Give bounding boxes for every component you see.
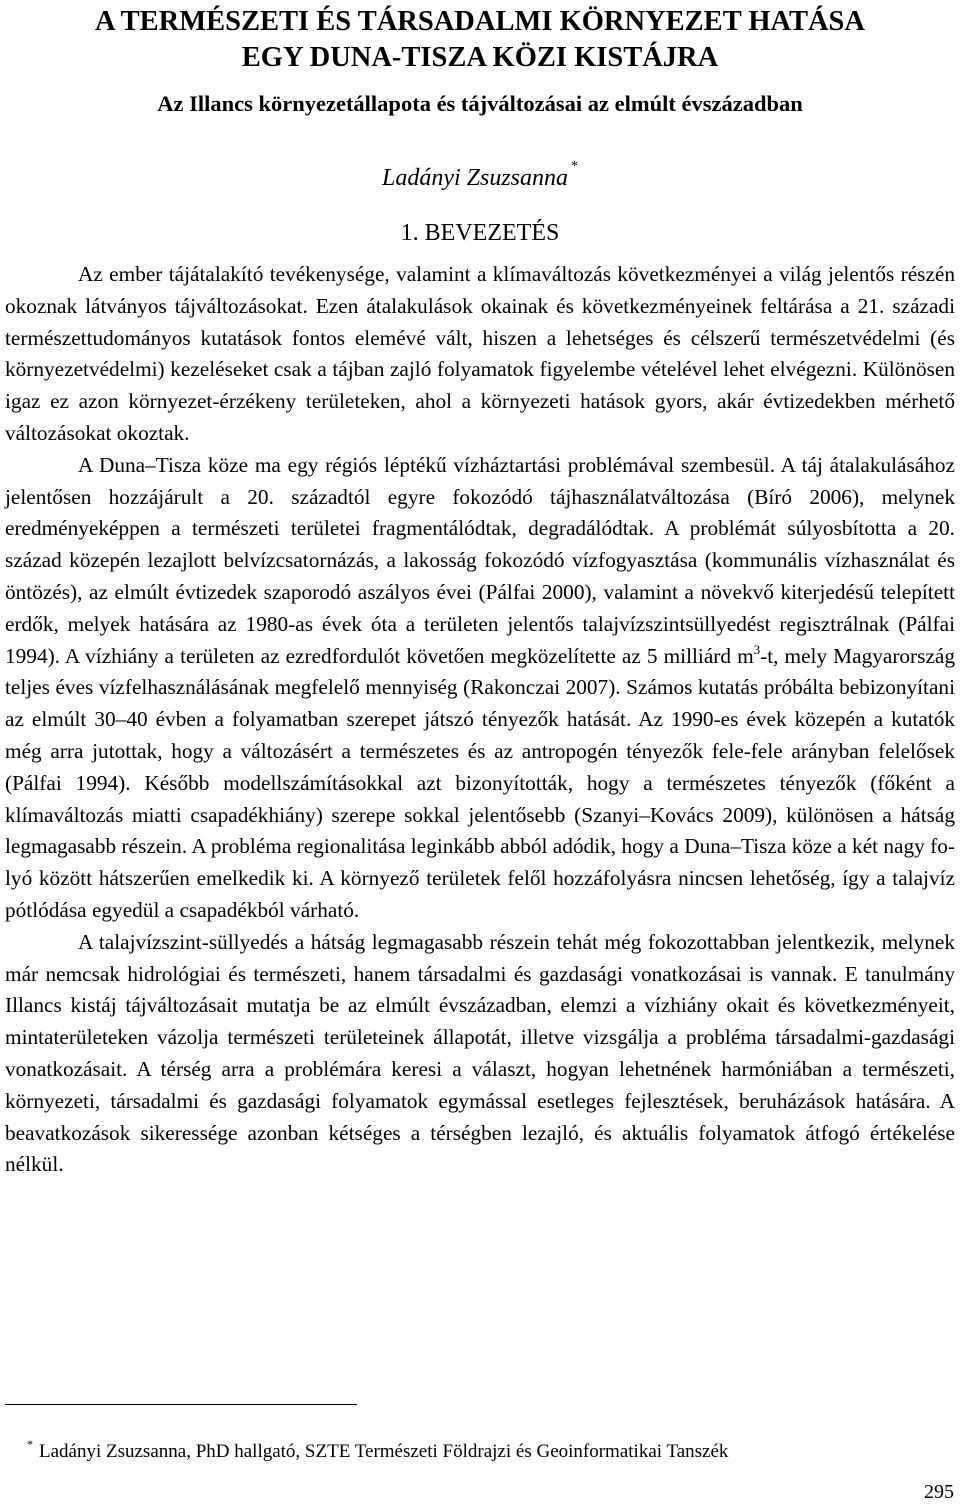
article-title [0, 4, 960, 76]
article-subtitle: Az Illancs környezetállapota és tájváltozásai az elmúlt évszázadban [157, 91, 803, 116]
title-line-1: A TERMÉSZETI ÉS TÁRSADALMI KÖRNYEZET HATÁSA [95, 6, 865, 37]
footnote-text: Ladányi Zsuzsanna, PhD hallgató, SZTE Természeti Földrajzi és Geoinformatikai Tanszék [39, 1441, 729, 1462]
title-line-2: EGY DUNA-TISZA KÖZI KISTÁJRA [241, 42, 719, 73]
superscript-exponent: 3 [753, 641, 761, 657]
section-heading: 1. BEVEZETÉS [400, 220, 560, 246]
author-footnote-mark[interactable]: * [571, 159, 579, 174]
paragraph-2 [5, 450, 955, 927]
author-name: Ladányi Zsuzsanna [381, 165, 569, 191]
body-text [5, 259, 955, 1181]
paragraph-2-part-2: -t, mely Magyarország teljes éves vízfelhasználásának megfelelő mennyiség (Rakonczai 2007). Számos kutatás próbálta bebizonyítani az elmúlt 30–40 évben a folyamatban szerepet játszó tényezők hatását. Az 1990-es évek közepén a kutatók még arra jutottak, hogy a változásért a természetes és az antropogén tényezők fele-fele arányban felelősek (Pálfai 1994). Később modellszámításokkal azt bizonyították, hogy a természetes tényezők (főként a klímaváltozás miatti csapadékhiány) szerepe sokkal jelentősebb (Szanyi–Kovács 2009), különösen a hátság legmagasabb részein. A probléma regionalitása leginkább abból adódik, hogy a Duna–Tisza köze a két nagy folyó között hátszerűen emelkedik ki. A környező területek felől hozzáfolyásra nincsen lehetőség, így a talajvíz pótlódása egyedül a csapadékból várható. [5, 643, 955, 922]
paragraph-3: A talajvízszint-süllyedés a hátság legmagasabb részein tehát még fokozottabban jelentkezik, melynek már nemcsak hidrológiai és természeti, hanem társadalmi és gazdasági vonatkozásai is vannak. E tanulmány Illancs kistáj tájváltozásait mutatja be az elmúlt évszázadban, elemzi a vízhiány okait és következményeit, mintaterületeken vázolja természeti területeinek állapotát, illetve vizsgálja a probléma társadalmi-gazdasági vonatkozásait. A térség arra a problémára keresi a választ, hogyan lehetnének harmóniában a természeti, környezeti, társadalmi és gazdasági folyamatok egymással esetleges fejlesztések, beruházások hatására. A beavatkozások sikeressége azonban kétséges a térségben lezajló, és aktuális folyamatok átfogó értékelése nélkül. [5, 929, 955, 1177]
paragraph-1: Az ember tájátalakító tevékenysége, valamint a klímaváltozás következményei a világ jelentős részén okoznak látványos tájváltozásokat. Ezen átalakulások okainak és következményeinek feltárása a 21. századi természettudományos kutatások fontos elemévé vált, hiszen a lehetséges és célszerű természetvédelmi (és környezetvédelmi) kezeléseket csak a tájban zajló folyamatok figyelembe vételével lehet elvégezni. Különösen igaz ez azon környezet-érzékeny területeken, ahol a környezeti hatások gyors, akár évtizedekben mérhető változásokat okoztak. [5, 262, 955, 445]
page-number: 295 [924, 1481, 954, 1503]
footnote [5, 1430, 955, 1466]
author-line [0, 151, 960, 194]
footnote-divider [5, 1404, 357, 1405]
paragraph-2-part-1: A Duna–Tisza köze ma egy régiós léptékű vízháztartási problémával szembesül. A táj átalakulásához jelentősen hozzájárult a 20. századtól egyre fokozódó tájhasználatváltozása (Bíró 2006), melynek eredményeképpen a természeti területei fragmentálódtak, degradálódtak. A problémát súlyosbította a 20. század közepén lezajlott belvízcsatornázás, a lakosság fokozódó vízfogyasztása (kommunális vízhasználat és öntözés), az elmúlt évtizedek szaporodó aszályos évei (Pálfai 2000), valamint a növekvő kiterjedésű telepített erdők, melyek hatására az 1980-as évek óta a területen jelentős talajvízszintsüllyedést regisztrálnak (Pálfai 1994). A vízhiány a területen az ezredfordulót követően megközelítette az 5 milliárd m [5, 452, 955, 668]
footnote-mark: * [27, 1437, 33, 1451]
